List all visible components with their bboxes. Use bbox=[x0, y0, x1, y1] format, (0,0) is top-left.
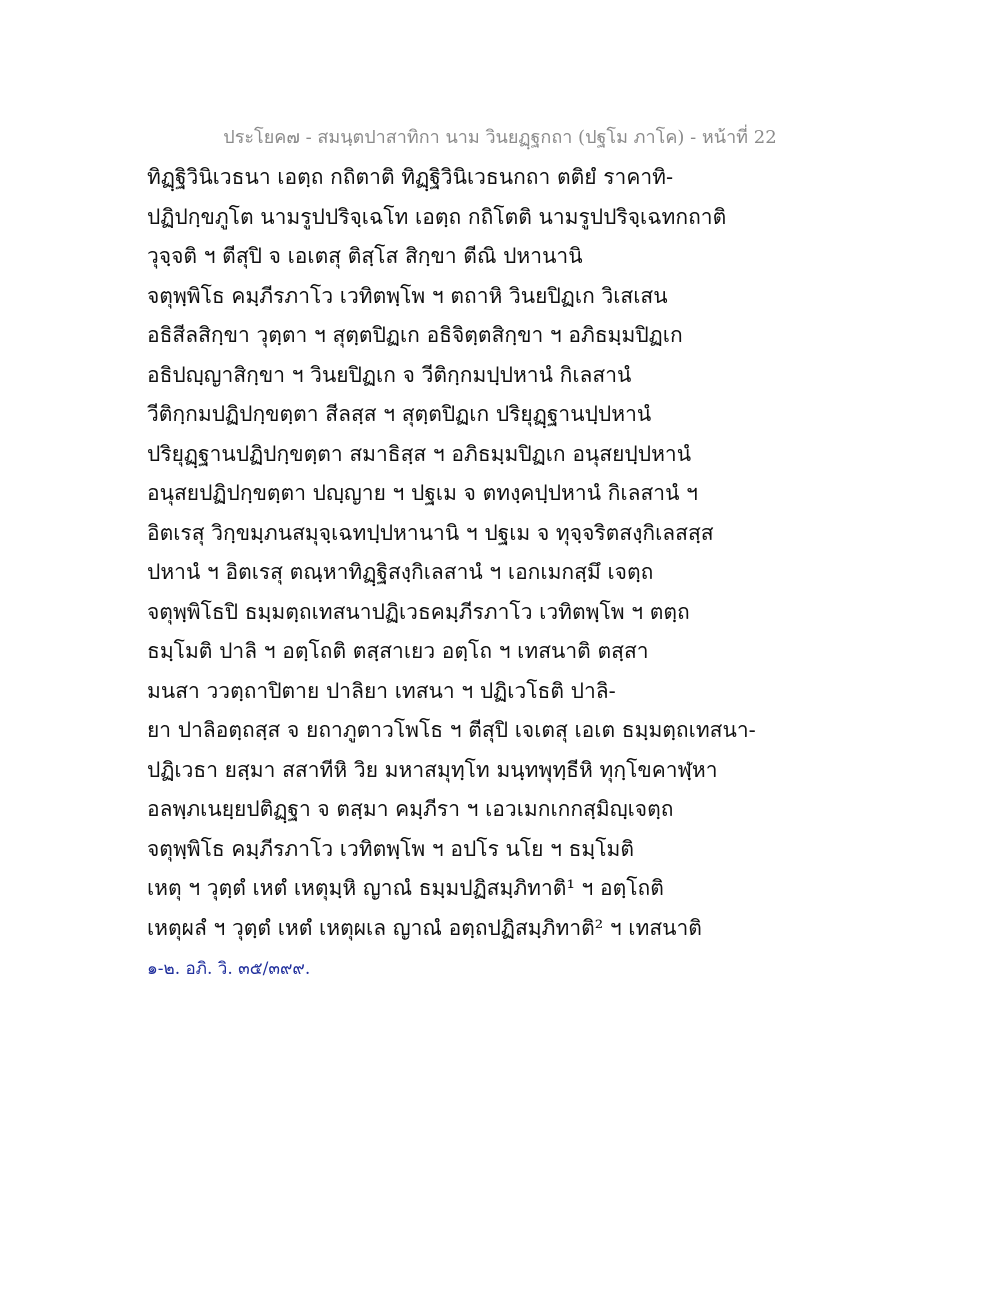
text-line: วีติกฺกมปฏิปกฺขตฺตา สีลสฺส ฯ สุตฺตปิฏเก ปริยุฏฺฐานปฺปหานํ bbox=[147, 402, 652, 426]
text-line: ปหานํ ฯ อิตเรสุ ตณฺหาทิฏฺฐิสงฺกิเลสานํ ฯ เอกเมกสฺมึ เจตฺถ bbox=[147, 560, 654, 584]
text-line: อธิปญฺญาสิกฺขา ฯ วินยปิฏเก จ วีติกฺกมปฺปหานํ กิเลสานํ bbox=[147, 362, 632, 387]
text-line: เหตุ ฯ วุตฺตํ เหตํ เหตุมฺหิ ญาณํ ธมฺมปฏิสมฺภิทาติ¹ ฯ อตฺโถติ bbox=[147, 876, 664, 900]
text-line: จตุพฺพิโธ คมฺภีรภาโว เวทิตพฺโพ ฯ อปโร นโย ฯ ธมฺโมติ bbox=[147, 836, 635, 861]
text-line: วุจฺจติ ฯ ตีสุปิ จ เอเตสุ ติสฺโส สิกฺขา ตีณิ ปหานานิ bbox=[147, 244, 583, 268]
text-line: จตุพฺพิโธปิ ธมฺมตฺถเทสนาปฏิเวธคมฺภีรภาโว เวทิตพฺโพ ฯ ตตฺถ bbox=[147, 599, 690, 624]
footnote: ๑-๒. อภิ. วิ. ๓๕/๓๙๙. bbox=[147, 959, 311, 979]
text-line: ธมฺโมติ ปาลิ ฯ อตฺโถติ ตสฺสาเยว อตฺโถ ฯ เทสนาติ ตสฺสา bbox=[147, 639, 649, 663]
running-title: ประโยค๗ - สมนฺตปาสาทิกา นาม วินยฏฺฐกถา (ปฐโม ภาโค) - หน้าที่ 22 bbox=[223, 127, 777, 148]
text-line: ปฏิปกฺขภูโต นามรูปปริจฺเฉโท เอตฺถ กถิโตติ นามรูปปริจฺเฉทกถาติ bbox=[147, 204, 727, 229]
text-line: อธิสีลสิกฺขา วุตฺตา ฯ สุตฺตปิฏเก อธิจิตฺตสิกฺขา ฯ อภิธมฺมปิฏเก bbox=[147, 323, 683, 347]
text-line: เหตุผลํ ฯ วุตฺตํ เหตํ เหตุผเล ญาณํ อตฺถปฏิสมฺภิทาติ² ฯ เทสนาติ bbox=[147, 915, 702, 940]
text-line: ปริยุฏฺฐานปฏิปกฺขตฺตา สมาธิสฺส ฯ อภิธมฺมปิฏเก อนุสยปฺปหานํ bbox=[147, 441, 692, 466]
body-text bbox=[147, 158, 756, 948]
text-line: ปฏิเวธา ยสฺมา สสาทีหิ วิย มหาสมุทฺโท มนฺทพุทฺธีหิ ทุกฺโขคาฬฺหา bbox=[147, 757, 718, 782]
text-line: อิตเรสุ วิกฺขมฺภนสมุจฺเฉทปฺปหานานิ ฯ ปฐเม จ ทุจฺจริตสงฺกิเลสสฺส bbox=[147, 520, 714, 545]
text-line: ยา ปาลิอตฺถสฺส จ ยถาภูตาวโพโธ ฯ ตีสุปิ เจเตสุ เอเต ธมฺมตฺถเทสนา- bbox=[147, 718, 756, 742]
text-line: อลพฺภเนยฺยปติฏฺฐา จ ตสฺมา คมฺภีรา ฯ เอวเมกเกกสฺมิญฺเจตฺถ bbox=[147, 797, 674, 821]
text-line: มนสา ววตฺถาปิตาย ปาลิยา เทสนา ฯ ปฏิเวโธติ ปาลิ- bbox=[147, 678, 616, 703]
text-line: อนุสยปฏิปกฺขตฺตา ปญฺญาย ฯ ปฐเม จ ตทงฺคปฺปหานํ กิเลสานํ ฯ bbox=[147, 481, 698, 505]
text-line: จตุพฺพิโธ คมฺภีรภาโว เวทิตพฺโพ ฯ ตถาหิ วินยปิฏเก วิเสเสน bbox=[147, 283, 668, 308]
running-header bbox=[0, 122, 1000, 151]
text-line: ทิฏฺฐิวินิเวธนา เอตฺถ กถิตาติ ทิฏฺฐิวินิเวธนกถา ตติยํ ราคาทิ- bbox=[147, 165, 674, 189]
